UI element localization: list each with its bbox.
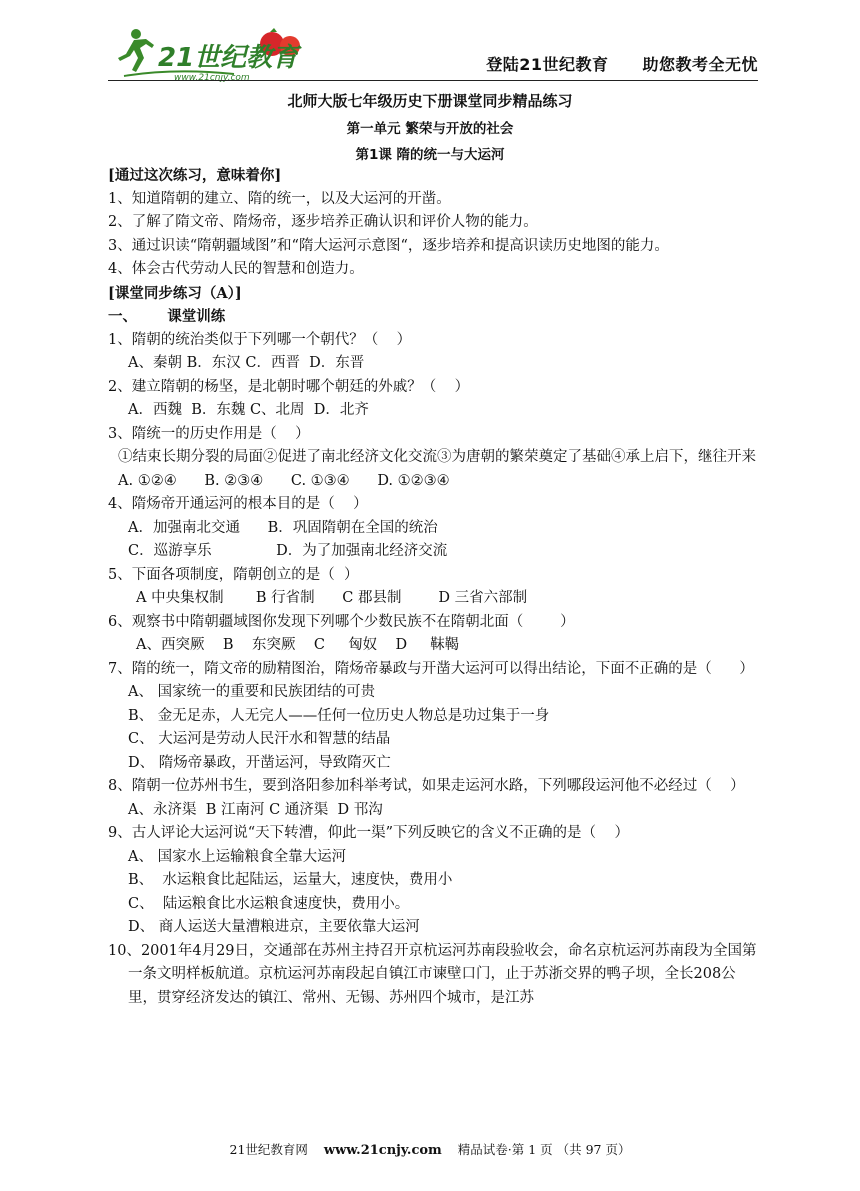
footer-left: 21世纪教育网 bbox=[229, 1142, 308, 1157]
content-line: 3、隋统一的历史作用是（ ） bbox=[108, 425, 310, 442]
page-footer bbox=[0, 1140, 860, 1158]
content-line: 4、隋炀帝开通运河的根本目的是（ ） bbox=[108, 496, 368, 512]
unit-title: 第一单元 繁荣与开放的社会 bbox=[346, 121, 514, 137]
page-header bbox=[108, 18, 758, 84]
section-heading: 一、 课堂训练 bbox=[108, 308, 226, 325]
content-line: ①结束长期分裂的局面②促进了南北经济文化交流③为唐朝的繁荣奠定了基础④承上启下，继往开来 bbox=[118, 449, 756, 465]
content-line: 8、隋朝一位苏州书生，要到洛阳参加科举考试，如果走运河水路，下列哪段运河他不必经过（ ） bbox=[108, 778, 745, 794]
content-line: 5、下面各项制度，隋朝创立的是（ ） bbox=[108, 566, 359, 583]
content-line: A、 国家水上运输粮食全靠大运河 bbox=[128, 848, 347, 865]
21cnjy-logo bbox=[114, 24, 314, 84]
slogan-left: 登陆21世纪教育 bbox=[486, 55, 609, 74]
main-title: 北师大版七年级历史下册课堂同步精品练习 bbox=[287, 92, 573, 110]
content-line: B、 金无足赤，人无完人——任何一位历史人物总是功过集于一身 bbox=[128, 707, 550, 724]
content-line: 7、隋的统一，隋文帝的励精图治，隋炀帝暴政与开凿大运河可以得出结论，下面不正确的是（ ） bbox=[108, 660, 754, 677]
content-line: C、 大运河是劳动人民汗水和智慧的结晶 bbox=[128, 731, 391, 747]
exercise-content bbox=[108, 164, 758, 1010]
content-line: C．巡游享乐 D．为了加强南北经济交流 bbox=[128, 543, 448, 559]
content-line: A、秦朝 B．东汉 C．西晋 D．东晋 bbox=[128, 355, 365, 371]
logo-url: www.21cnjy.com bbox=[174, 73, 250, 83]
content-line: 9、古人评论大运河说“天下转漕，仰此一渠”下列反映它的含义不正确的是（ ） bbox=[108, 825, 629, 841]
section-heading: [通过这次练习，意味着你] bbox=[108, 167, 282, 184]
content-line: D、 隋炀帝暴政，开凿运河，导致隋灭亡 bbox=[128, 754, 391, 771]
slogan-right: 助您教考全无忧 bbox=[642, 55, 758, 74]
content-line: A 中央集权制 B 行省制 C 郡县制 D 三省六部制 bbox=[136, 590, 528, 606]
content-line: A、永济渠 B 江南河 C 通济渠 D 邗沟 bbox=[128, 801, 383, 818]
content-line: 10、2001年4月29日，交通部在苏州主持召开京杭运河苏南段验收会，命名京杭运河苏南段为全国第一条文明样板航道。京杭运河苏南段起自镇江市谏壁口门，止于苏浙交界的鸭子坝，全长208公里，贯穿经济发达的镇江、常州、无锡、苏州四个城市，是江苏 bbox=[108, 942, 757, 1006]
content-line: 3、通过识读“隋朝疆域图”和“隋大运河示意图“，逐步培养和提高识读历史地图的能力。 bbox=[108, 237, 669, 254]
section-heading: [课堂同步练习（A）] bbox=[108, 284, 242, 302]
content-line: 6、观察书中隋朝疆域图你发现下列哪个少数民族不在隋朝北面（ ） bbox=[108, 613, 575, 630]
content-line: D、 商人运送大量漕粮进京，主要依靠大运河 bbox=[128, 919, 420, 935]
content-line: A．加强南北交通 B．巩固隋朝在全国的统治 bbox=[128, 519, 438, 536]
content-line: A、西突厥 B 东突厥 C 匈奴 D 靺鞨 bbox=[136, 637, 460, 653]
footer-site: www.21cnjy.com bbox=[323, 1143, 442, 1158]
content-line: 2、建立隋朝的杨坚，是北朝时哪个朝廷的外戚？（ ） bbox=[108, 378, 470, 395]
header-divider bbox=[108, 80, 758, 81]
content-line: 1、隋朝的统治类似于下列哪一个朝代？（ ） bbox=[108, 331, 412, 348]
header-slogan bbox=[486, 52, 758, 75]
content-line: 1、知道隋朝的建立、隋的统一，以及大运河的开凿。 bbox=[108, 190, 451, 207]
content-line: 4、体会古代劳动人民的智慧和创造力。 bbox=[108, 261, 364, 277]
svg-text:21世纪教育: 21世纪教育 bbox=[158, 43, 299, 73]
content-line: C、 陆运粮食比水运粮食速度快，费用小。 bbox=[128, 895, 410, 912]
content-line: A、 国家统一的重要和民族团结的可贵 bbox=[128, 684, 376, 700]
content-line: B、 水运粮食比起陆运，运量大，速度快，费用小 bbox=[128, 872, 453, 888]
content-line: A．西魏 B．东魏 C、北周 D．北齐 bbox=[128, 402, 369, 418]
content-line: A. ①②④ B. ②③④ C. ①③④ D. ①②③④ bbox=[118, 472, 450, 489]
content-line: 2、了解了隋文帝、隋炀帝，逐步培养正确认识和评价人物的能力。 bbox=[108, 214, 538, 230]
footer-page-info: 精品试卷·第 1 页 （共 97 页） bbox=[457, 1142, 631, 1157]
lesson-title: 第1课 隋的统一与大运河 bbox=[355, 147, 505, 163]
